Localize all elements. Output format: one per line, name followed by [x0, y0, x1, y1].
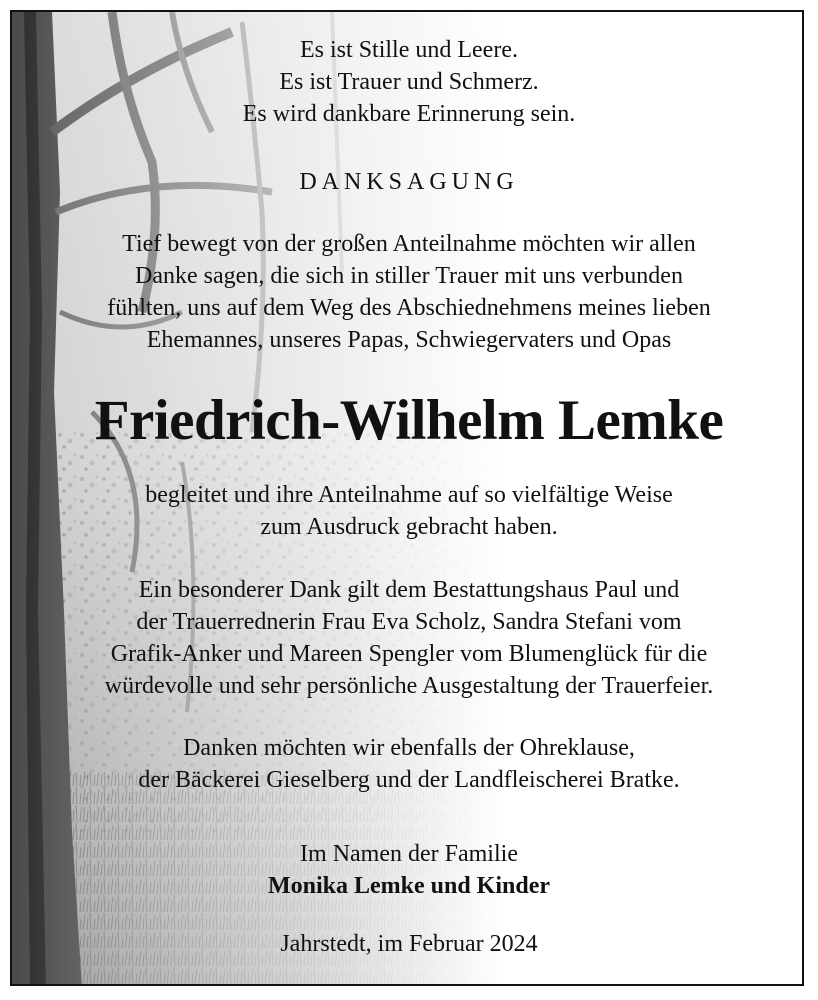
- signature-block: [12, 838, 804, 902]
- thanks-line: der Trauerrednerin Frau Eva Scholz, Sandra Stefani vom: [136, 609, 682, 635]
- intro-paragraph: [12, 228, 804, 356]
- intro-line: Danke sagen, die sich in stiller Trauer mit uns verbunden: [135, 263, 683, 289]
- thanks-line: Danken möchten wir ebenfalls der Ohreklause,: [183, 735, 635, 761]
- after-name-line: begleitet und ihre Anteilnahme auf so vielfältige Weise: [145, 482, 673, 508]
- intro-line: fühlten, uns auf dem Weg des Abschiednehmens meines lieben: [107, 295, 711, 321]
- obituary-notice: [10, 10, 804, 986]
- intro-line: Ehemannes, unseres Papas, Schwiegervaters und Opas: [146, 327, 672, 353]
- heading: DANKSAGUNG: [299, 169, 519, 195]
- thanks-line: der Bäckerei Gieselberg und der Landfleischerei Bratke.: [138, 767, 680, 793]
- poem-line: Es ist Trauer und Schmerz.: [279, 69, 539, 95]
- signature-line: Im Namen der Familie: [300, 841, 518, 867]
- thanks-line: würdevolle und sehr persönliche Ausgestaltung der Trauerfeier.: [104, 673, 714, 699]
- thanks-paragraph-2: [12, 732, 804, 796]
- deceased-name: Friedrich-Wilhelm Lemke: [94, 389, 724, 452]
- intro-line: Tief bewegt von der großen Anteilnahme möchten wir allen: [122, 231, 696, 257]
- thanks-line: Ein besonderer Dank gilt dem Bestattungshaus Paul und: [138, 577, 680, 603]
- signer-name: Monika Lemke und Kinder: [267, 873, 551, 899]
- poem: [12, 34, 804, 130]
- after-name-paragraph: [12, 479, 804, 543]
- poem-line: Es ist Stille und Leere.: [300, 37, 518, 63]
- place-date: Jahrstedt, im Februar 2024: [280, 931, 538, 957]
- thanks-line: Grafik-Anker und Mareen Spengler vom Blumenglück für die: [110, 641, 708, 667]
- poem-line: Es wird dankbare Erinnerung sein.: [242, 101, 576, 127]
- thanks-paragraph-1: [12, 574, 804, 702]
- after-name-line: zum Ausdruck gebracht haben.: [260, 514, 558, 540]
